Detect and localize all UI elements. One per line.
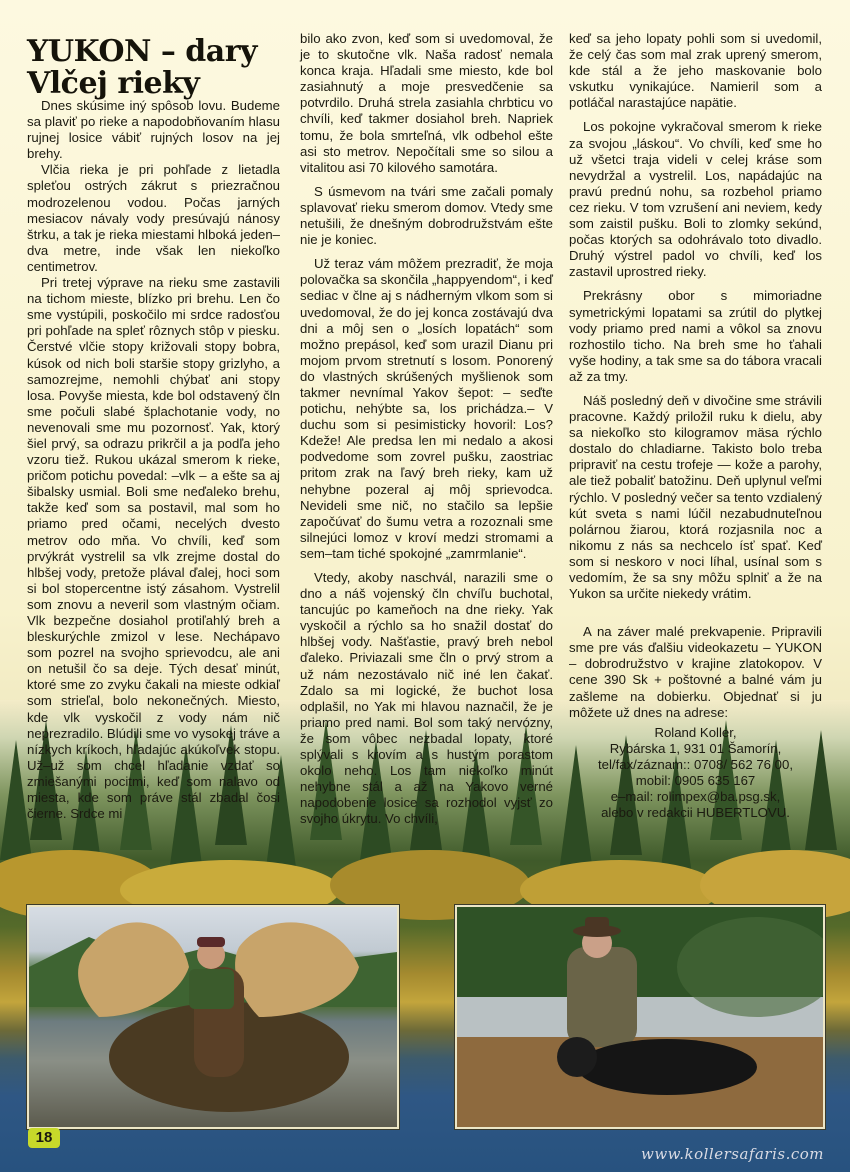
title-line-1: YUKON – dary [27, 34, 257, 69]
paragraph: keď sa jeho lopaty pohli som si uvedomil, že celý čas som mal zrak uprený smerom, kde stál a že jeho maskovanie bolo vskutku vynikajúce. Namieril som a potláčal narastajúce napätie. [569, 31, 822, 111]
paragraph: Vlčia rieka je pri pohľade z lietadla spleťou ostrých zákrut s priezračnou modrozelenou vodou. Počas jarných mesiacov návaly vody presúvajú nánosy štrku, a tak je rieka miestami hlboká jeden–dva metre, inde však len niekoľko centimetrov. [27, 162, 280, 274]
paragraph: bilo ako zvon, keď som si uvedomoval, že je to skutočne vlk. Naša radosť nemala konca kraja. Hľadali sme miesto, kde bol zasiahnutý a moje presvedčenie sa potvrdilo. Druhá strela zasiahla chrbticu vo chvíli, keď takmer dosiahol breh. Napriek tomu, že bola smrteľná, vlk odbehol ešte asi sto metrov. Nepočítali sme so silou a vitalitou asi 70 kilového samotára. [300, 31, 553, 175]
page-number: 18 [28, 1128, 60, 1148]
contact-name: Roland Koller, [654, 724, 737, 740]
paragraph: Prekrásny obor s mimoriadne symetrickými lopatami sa zrútil do plytkej vody priamo pred nami a vôkol sa znovu rozhostilo ticho. Na breh sme ho ťahali vyše hodiny, a tak sme sa do tábora vracali až za tmy. [569, 288, 822, 384]
contact-alt: alebo v redakcii HUBERTLOVU. [601, 805, 790, 821]
website-watermark: www.kollersafaris.com [641, 1145, 824, 1163]
wolf-trophy-photo [455, 905, 825, 1129]
promo-paragraph: A na záver malé prekvapenie. Pripravili sme pre vás ďalšiu videokazetu – YUKON – dobrodružstvo v krajine zlatokopov. V cene 390 Sk + poštovné a balné vám ju zašleme na dobierku. Objednať si ju môžete už dnes na adrese: [569, 624, 822, 720]
paragraph: Dnes skúsime iný spôsob lovu. Budeme sa plaviť po rieke a napodobňovaním hlasu rujnej losice vábiť rujných losov na jej brehy. [27, 98, 280, 162]
text-column-1 [27, 98, 280, 822]
paragraph: Už teraz vám môžem prezradiť, že moja polovačka sa skončila „happyendom“, i keď sediac v člne aj s nádherným vlkom som si uvedomoval, že do jej konca zostávajú dva dni a môj sen o „losích lopatách“ som možno prepásol, keď som urazil Dianu pri mojom prvom stretnutí s losom. Ponorený do vlastných skrúšených myšlienok som takmer nevnímal Yakov šepot: – seďte potichu, nehýbte sa, los prichádza.– V duchu som si pesimisticky hovoril: Los? Kdeže! Ale predsa len mi nedalo a akosi podvedome som zovrel pušku, zaostriac pritom zrak na ľavý breh rieky, kam už nehybne pozeral aj môj sprievodca. Nevideli sme nič, no stačilo sa lepšie započúvať do šumu vetra a rozoznali sme silnejúci lomoz v kroví medzi stromami a sem–tam tiché spokojné „zamrmlanie“. [300, 256, 553, 561]
paragraph: Los pokojne vykračoval smerom k rieke za svojou „láskou“. Vo chvíli, keď sme ho už všetci traja videli v celej kráse som nevydržal a vystrelil. Los, napádajúc na pravú prednú nohu, sa rozbehol priamo cez rieku. V tom vzrušení ani neviem, kedy som zaistil pušku. Boli to zlomky sekúnd, počas ktorých sa odohrávalo toto divadlo. Druhý výstrel padol vo chvíli, keď los zastavil uprostred rieky. [569, 119, 822, 280]
paragraph: Náš posledný deň v divočine sme strávili pracovne. Každý priložil ruku k dielu, aby sa niekoľko sto kilogramov mäsa rýchlo dostalo do chladiarne. Takisto bolo treba pripraviť na cestu trofeje — kože a parohy, ale tiež pobaliť batožinu. Deň uplynul veľmi rýchlo. V posledný večer sa tento vzdialený kút sveta s nami lúčil nezabudnuteľnou polárnou žiarou, ktorá rozjasnila noc a nikomu z nás sa nechcelo ísť spať. Keď som si neskoro v noci líhal, usínal som s vedomím, že sa sny môžu splniť a že na Yukon sa určite niekedy vrátim. [569, 392, 822, 602]
contact-phone: tel/fax/záznam:: 0708/ 562 76 00, [597, 756, 793, 772]
paragraph: Pri tretej výprave na rieku sme zastavili na tichom mieste, blízko pri brehu. Len čo sme vystúpili, poskočilo mi srdce radosťou pri pohľade na spleť rôznych stôp v piesku. Čerstvé vlčie stopy križovali stopy bobra, kúsok od nich boli staršie stopy grizlyho, a samozrejme, nemohli chýbať ani stopy losa. Povyše miesta, kde bol odstavený čln sme počuli slabé šplachotanie vody, no nevenovali sme mu pozornosť. Yak, ktorý šiel prvý, sa odrazu prikrčil a ja podľa jeho vzoru tiež. Rukou ukázal smerom k rieke, pričom potichu povedal: –vlk – a ešte sa aj šibalsky usmial. Boli sme neďaleko brehu, takže keď som sa postavil, mal som ho priamo pred očami, necelých dvesto metrov odo mňa. Vo chvíli, keď som prvýkrát vystrelil sa vlk zrejme dostal do hlbšej vody, pretože plával ďalej, hoci som si bol stopercentne istý zásahom. Vystrelil som znovu a neveril som vlastným očiam. Vlk bezpečne dosiahol protiľahlý breh a bleskurýchle zmizol v lese. Nechápavo som pozrel na svojho sprievodcu, ale ani on netušil čo sa deje. Tých desať minút, ktoré sme zo zvyku čakali na mieste odkiaľ som strieľal, bolo nekonečných. Miesto, kde vlk vyskočil z vody nám nič neprezradilo. Blúdili sme vo vysokej tráve a nízkych kríkoch, hľadajúc akúkoľvek stopu. Už–už som chcel hľadanie vzdať so zmiešanými pocitmi, keď som nalavo od miesta, kde som práve stál zbadal čosi čierne. Srdce mi [27, 275, 280, 822]
text-column-2 [300, 31, 553, 828]
moose-trophy-photo [27, 905, 399, 1129]
title-line-2: Vlčej rieky [27, 66, 200, 101]
contact-mobile: mobil: 0905 635 167 [635, 773, 756, 789]
moose-trophy-illustration [29, 907, 397, 1127]
wolf-trophy-illustration [457, 907, 823, 1127]
text-column-3 [569, 31, 822, 821]
contact-address: Rybárska 1, 931 01 Šamorín, [609, 740, 782, 756]
contact-email: e–mail: rolimpex@ba.psg.sk, [610, 789, 781, 805]
paragraph: Vtedy, akoby naschvál, narazili sme o dno a náš vojenský čln chvíľu buchotal, tancujúc po kameňoch na dne rieky. Yak vyskočil a rýchlo sa ho snažil dostať do hlbšej vody. Našťastie, pravý breh nebol ďaleko. Priviazali sme čln o prvý strom a už nám nezostávalo nič iné len čakať. Zdalo sa mi logické, že buchot losa odplašil, no Yak mi hlavou naznačil, že je priamo pred nami. Bol som taký nervózny, že som vôbec nezbadal lopaty, ktoré splývali s krovím a s hustým porastom okolo neho. Los tam niekoľko minút nehybne stál a až na Yakovo verné napodobenie losice sa rozhodol vyjsť zo svojho úkrytu. Vo chvíli, [300, 570, 553, 827]
article-title [27, 36, 287, 100]
paragraph: S úsmevom na tvári sme začali pomaly splavovať rieku smerom domov. Vtedy sme netušili, že dnešným dobrodružstvám ešte nie je koniec. [300, 183, 553, 248]
